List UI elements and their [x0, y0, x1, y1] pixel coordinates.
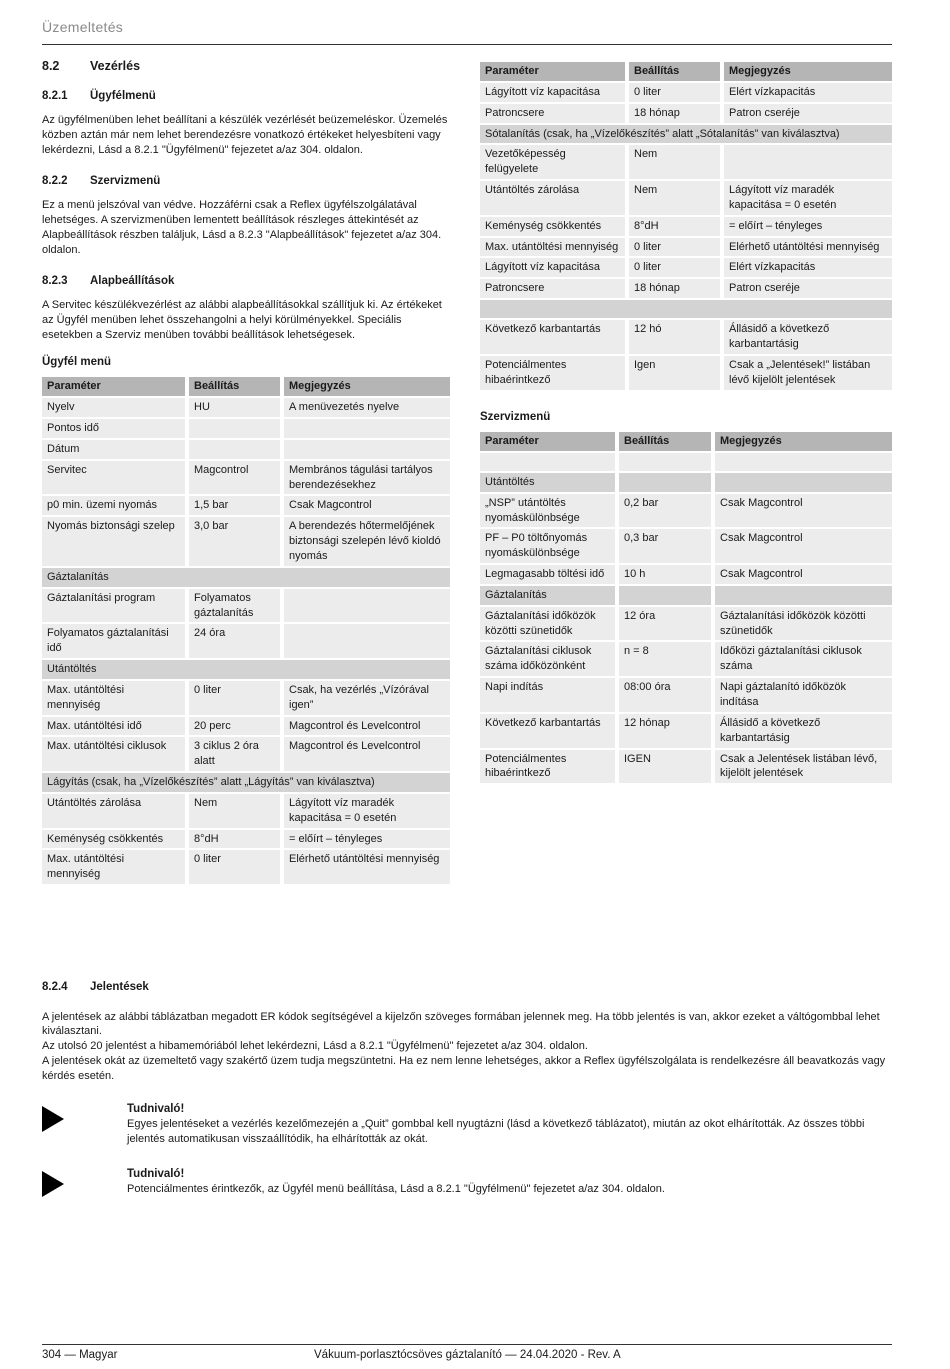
table-row: [480, 494, 892, 528]
table-cell: 3,0 bar: [189, 517, 284, 566]
table-cell: [284, 624, 450, 658]
table-cell: Csak Magcontrol: [715, 494, 892, 528]
table-row: [480, 320, 892, 354]
table-cell: Max. utántöltési mennyiség: [42, 850, 189, 884]
table-cell: Csak Magcontrol: [715, 565, 892, 584]
table-row: [42, 419, 450, 438]
section-number: 8.2.3: [42, 274, 68, 287]
table-row: [42, 717, 450, 736]
section-label: Lágyítás (csak, ha „Vízelőkészítés” alatt „Lágyítás” van kiválasztva): [42, 773, 450, 792]
table-cell: Max. utántöltési mennyiség: [480, 238, 629, 257]
table-section-row: [480, 586, 892, 605]
section-title: Jelentések: [90, 981, 149, 993]
table-row: [480, 279, 892, 298]
table-cell: Max. utántöltési idő: [42, 717, 189, 736]
table-cell: 18 hónap: [629, 104, 724, 123]
table-cell: p0 min. üzemi nyomás: [42, 496, 189, 515]
table-blank-row: [480, 300, 892, 318]
table-cell: Folyamatos gáztalanítás: [189, 589, 284, 623]
notice-title: Tudnivaló!: [127, 1167, 185, 1180]
table-cell: Csak Magcontrol: [715, 529, 892, 563]
table-cell: Lágyított víz maradék kapacitása = 0 esetén: [284, 794, 450, 828]
page-header: [42, 18, 892, 45]
table-cell: Nem: [189, 794, 284, 828]
play-triangle-icon: [42, 1102, 127, 1147]
table-row: [480, 565, 892, 584]
table-cell: [715, 586, 892, 605]
section-heading-8-2-4: [42, 980, 892, 996]
table-cell: [284, 440, 450, 459]
table-cell: = előírt – tényleges: [724, 217, 892, 236]
table-cell: Csak a Jelentések listában lévő, kijelölt jelentések: [715, 750, 892, 784]
section-title: Alapbeállítások: [90, 274, 175, 287]
table-cell: Csak Magcontrol: [284, 496, 450, 515]
table-cell: [715, 453, 892, 471]
table-cell: Gáztalanítási program: [42, 589, 189, 623]
play-triangle-icon: [42, 1167, 127, 1197]
section-heading-8-2-2: [42, 174, 450, 190]
table-section-row: [480, 473, 892, 492]
table-cell: 0 liter: [629, 83, 724, 102]
table-cell: 8°dH: [629, 217, 724, 236]
table-section-row: [42, 660, 450, 679]
table-cell: Elért vízkapacitás: [724, 258, 892, 277]
footer-document-title: Vákuum-porlasztócsöves gáztalanító — 24.04.2020 - Rev. A: [314, 1349, 621, 1361]
table-cell: PF – P0 töltőnyomás nyomáskülönbsége: [480, 529, 619, 563]
section-number: 8.2.2: [42, 174, 68, 187]
table-cell: 24 óra: [189, 624, 284, 658]
table-cell: Gáztalanítási ciklusok száma időközönként: [480, 642, 619, 676]
table-cell: Patroncsere: [480, 104, 629, 123]
table-cell: HU: [189, 398, 284, 417]
table-cell: [189, 440, 284, 459]
table-cell: Max. utántöltési ciklusok: [42, 737, 189, 771]
page-footer: [42, 1344, 892, 1361]
column-header: Beállítás: [619, 432, 715, 451]
table-row: [480, 145, 892, 179]
table-cell: Állásidő a következő karbantartásig: [715, 714, 892, 748]
table-row: [42, 624, 450, 658]
table-cell: Nem: [629, 145, 724, 179]
table-header-row: [480, 432, 892, 451]
table-row: [480, 217, 892, 236]
szerviz-menu-title: Szervizmenü: [480, 410, 551, 423]
table-cell: 3 ciklus 2 óra alatt: [189, 737, 284, 771]
table-cell: Időközi gáztalanítási ciklusok száma: [715, 642, 892, 676]
table-row: [42, 496, 450, 515]
table-cell: Patroncsere: [480, 279, 629, 298]
table-cell: Csak a „Jelentések!” listában lévő kijelölt jelentések: [724, 356, 892, 390]
table-cell: [284, 589, 450, 623]
table-cell: [619, 453, 715, 471]
table-blank-row: [480, 453, 892, 471]
table-row: [42, 517, 450, 566]
table-cell: Keménység csökkentés: [480, 217, 629, 236]
section-label: Gáztalanítás: [42, 568, 450, 587]
table-cell: Patron cseréje: [724, 279, 892, 298]
table-cell: Folyamatos gáztalanítási idő: [42, 624, 189, 658]
table-cell: Nyelv: [42, 398, 189, 417]
table-row: [480, 642, 892, 676]
table-cell: Napi gáztalanító időközök indítása: [715, 678, 892, 712]
table-cell: „NSP” utántöltés nyomáskülönbsége: [480, 494, 619, 528]
notice-text: [127, 1102, 892, 1147]
table-cell: 10 h: [619, 565, 715, 584]
table-cell: 8°dH: [189, 830, 284, 849]
table-cell: 08:00 óra: [619, 678, 715, 712]
table-cell: 0,2 bar: [619, 494, 715, 528]
table-cell: Membrános tágulási tartályos berendezésekhez: [284, 461, 450, 495]
table-row: [480, 607, 892, 641]
table-row: [42, 737, 450, 771]
table-row: [42, 830, 450, 849]
table-section-row: [480, 125, 892, 144]
table-cell: Utántöltés zárolása: [480, 181, 629, 215]
column-header: Beállítás: [189, 377, 284, 396]
table-row: [480, 83, 892, 102]
table-row: [42, 681, 450, 715]
paragraph-8-2-3: A Servitec készülékvezérlést az alábbi alapbeállításokkal szállítjuk ki. Az értékeket az Ügyfél menüben lehet összehangolni a helyi körülményekkel. Speciális esetekben a Szerviz menüben további beállítások lehetségesek.: [42, 299, 442, 342]
table-cell: Állásidő a következő karbantartásig: [724, 320, 892, 354]
table-cell: 1,5 bar: [189, 496, 284, 515]
notice-body: Potenciálmentes érintkezők, az Ügyfél menü beállítása, Lásd a 8.2.1 "Ügyfélmenü" fejezetet a/az 304. oldalon.: [127, 1183, 665, 1196]
notice-box: [42, 1167, 892, 1197]
table-cell: Potenciálmentes hibaérintkező: [480, 356, 629, 390]
table-cell: 12 hó: [629, 320, 724, 354]
section-heading-8-2-3: [42, 274, 450, 290]
ugyfel-menu-title: Ügyfél menü: [42, 355, 112, 368]
table-cell: 0 liter: [629, 258, 724, 277]
section-label: Gáztalanítás: [480, 586, 619, 605]
table-row: [480, 356, 892, 390]
table-row: [480, 714, 892, 748]
table-cell: Nem: [629, 181, 724, 215]
section-number: 8.2.1: [42, 89, 68, 102]
notice-body: Egyes jelentéseket a vezérlés kezelőmezején a „Quit” gombbal kell nyugtázni (lásd a következő táblázatot), miután az okot elhárították. Az összes többi jelentés automatikusan visszaállítódik, ha elhárították az okát.: [127, 1118, 865, 1146]
table-row: [42, 440, 450, 459]
table-cell: [480, 300, 892, 318]
section-title: Ügyfélmenü: [90, 89, 156, 102]
szerviz-menu-table: [480, 430, 892, 785]
table-row: [480, 104, 892, 123]
table-cell: Magcontrol és Levelcontrol: [284, 717, 450, 736]
section-title: Szervizmenü: [90, 174, 161, 187]
table-cell: A berendezés hőtermelőjének biztonsági szelepén lévő kioldó nyomás: [284, 517, 450, 566]
table-cell: [724, 145, 892, 179]
table-cell: Keménység csökkentés: [42, 830, 189, 849]
notice-text: [127, 1167, 665, 1197]
table-row: [42, 461, 450, 495]
table-cell: Gáztalanítási időközök közötti szünetidők: [480, 607, 619, 641]
column-header: Beállítás: [629, 62, 724, 81]
section-heading-8-2-1: [42, 89, 450, 105]
ugyfel-menu-table: [42, 375, 450, 886]
table-section-row: [42, 568, 450, 587]
table-header-row: [480, 62, 892, 81]
notice-title: Tudnivaló!: [127, 1102, 185, 1115]
section-number: 8.2: [42, 59, 60, 73]
table-cell: Gáztalanítási időközök közötti szünetidők: [715, 607, 892, 641]
table-cell: Nyomás biztonsági szelep: [42, 517, 189, 566]
section-number: 8.2.4: [42, 981, 68, 993]
table-cell: Lágyított víz kapacitása: [480, 258, 629, 277]
table-row: [480, 678, 892, 712]
table-cell: Lágyított víz maradék kapacitása = 0 esetén: [724, 181, 892, 215]
table-cell: Következő karbantartás: [480, 714, 619, 748]
section-label: Sótalanítás (csak, ha „Vízelőkészítés” alatt „Sótalanítás” van kiválasztva): [480, 125, 892, 144]
table-cell: 0 liter: [629, 238, 724, 257]
table-cell: Legmagasabb töltési idő: [480, 565, 619, 584]
table-cell: Magcontrol: [189, 461, 284, 495]
table-cell: 12 óra: [619, 607, 715, 641]
table-cell: A menüvezetés nyelve: [284, 398, 450, 417]
paragraph-8-2-4-3: A jelentések okát az üzemeltető vagy szakértő üzem tudja megszüntetni. Ha ez nem lenne lehetséges, akkor a Reflex ügyfélszolgálata is rendelkezésre áll beavatkozás vagy kérdés esetén.: [42, 1055, 886, 1082]
table-cell: Igen: [629, 356, 724, 390]
ugyfel-menu-continued-table: [480, 60, 892, 392]
left-column: [42, 58, 450, 886]
column-header: Paraméter: [42, 377, 189, 396]
column-header: Megjegyzés: [724, 62, 892, 81]
table-cell: [619, 473, 715, 492]
table-row: [42, 589, 450, 623]
table-cell: Következő karbantartás: [480, 320, 629, 354]
table-cell: Elért vízkapacitás: [724, 83, 892, 102]
table-cell: Dátum: [42, 440, 189, 459]
table-cell: n = 8: [619, 642, 715, 676]
table-cell: Csak, ha vezérlés „Vízórával igen”: [284, 681, 450, 715]
column-header: Paraméter: [480, 432, 619, 451]
column-header: Megjegyzés: [284, 377, 450, 396]
table-row: [480, 258, 892, 277]
column-header: Megjegyzés: [715, 432, 892, 451]
table-row: [480, 529, 892, 563]
table-cell: 18 hónap: [629, 279, 724, 298]
section-title: Vezérlés: [90, 59, 141, 73]
footer-page-number: 304 — Magyar: [42, 1349, 118, 1361]
table-cell: Napi indítás: [480, 678, 619, 712]
table-cell: [619, 586, 715, 605]
notice-box: [42, 1102, 892, 1147]
table-cell: Pontos idő: [42, 419, 189, 438]
table-section-row: [42, 773, 450, 792]
table-row: [480, 750, 892, 784]
table-row: [480, 238, 892, 257]
table-header-row: [42, 377, 450, 396]
section-label: Utántöltés: [480, 473, 619, 492]
table-cell: 12 hónap: [619, 714, 715, 748]
table-cell: 0 liter: [189, 681, 284, 715]
table-cell: 20 perc: [189, 717, 284, 736]
table-row: [42, 794, 450, 828]
table-cell: Max. utántöltési mennyiség: [42, 681, 189, 715]
table-cell: Vezetőképesség felügyelete: [480, 145, 629, 179]
section-8-2-4: [42, 980, 892, 1197]
section-label: Utántöltés: [42, 660, 450, 679]
table-row: [480, 181, 892, 215]
table-cell: Magcontrol és Levelcontrol: [284, 737, 450, 771]
table-cell: = előírt – tényleges: [284, 830, 450, 849]
table-cell: 0,3 bar: [619, 529, 715, 563]
right-column: [480, 60, 892, 785]
table-cell: 0 liter: [189, 850, 284, 884]
table-cell: Elérhető utántöltési mennyiség: [284, 850, 450, 884]
table-cell: [480, 453, 619, 471]
table-cell: [189, 419, 284, 438]
table-cell: Potenciálmentes hibaérintkező: [480, 750, 619, 784]
table-cell: [715, 473, 892, 492]
table-row: [42, 398, 450, 417]
paragraph-8-2-4-2: Az utolsó 20 jelentést a hibamemóriából lehet lekérdezni, Lásd a 8.2.1 "Ügyfélmenü" fejezetet a/az 304. oldalon.: [42, 1040, 588, 1053]
table-cell: Elérhető utántöltési mennyiség: [724, 238, 892, 257]
column-header: Paraméter: [480, 62, 629, 81]
table-row: [42, 850, 450, 884]
paragraph-8-2-1: Az ügyfélmenüben lehet beállítani a készülék vezérlését beüzemeléskor. Üzemelés közben aztán már nem lehet berendezésre vonatkozó értékeket helyesbíteni vagy lekérdezni, Lásd a 8.2.1 "Ügyfélmenü" fejezetet a/az 304. oldalon.: [42, 114, 448, 157]
paragraph-8-2-4-1: A jelentések az alábbi táblázatban megadott ER kódok segítségével a kijelzőn szöveges formában jelennek meg. Ha több jelentés is van, akkor ezeket a váltógombbal lehet kiválasztani.: [42, 1010, 880, 1038]
table-cell: Utántöltés zárolása: [42, 794, 189, 828]
table-cell: Patron cseréje: [724, 104, 892, 123]
section-heading-8-2: [42, 58, 450, 75]
table-cell: Servitec: [42, 461, 189, 495]
table-cell: IGEN: [619, 750, 715, 784]
table-cell: Lágyított víz kapacitása: [480, 83, 629, 102]
table-cell: [284, 419, 450, 438]
header-title: Üzemeltetés: [42, 19, 124, 35]
paragraph-8-2-2: Ez a menü jelszóval van védve. Hozzáférni csak a Reflex ügyfélszolgálatával lehetséges. A szervizmenüben lementett beállítások részleges áttekintését az Alapbeállítások részben találjuk, Lásd a 8.2.3 "Alapbeállítások" fejezetet a/az 304. oldalon.: [42, 199, 442, 256]
